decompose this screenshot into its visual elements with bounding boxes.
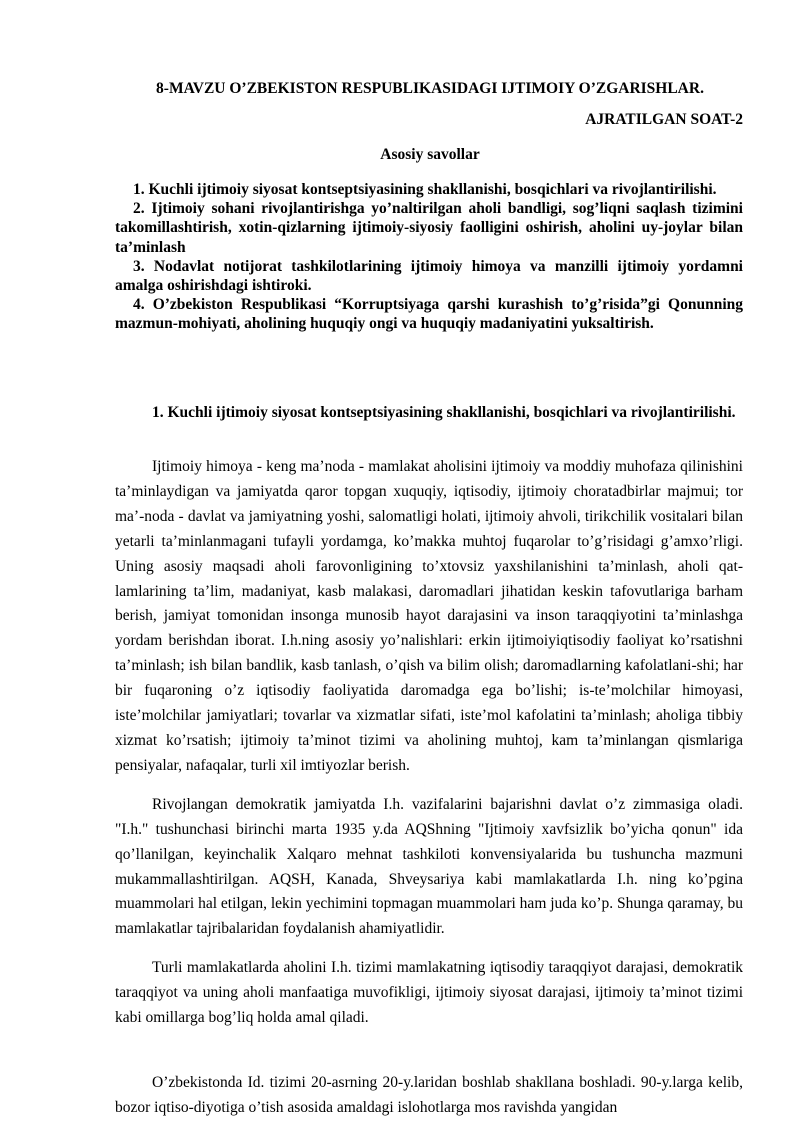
body-paragraph: O’zbekistonda Id. tizimi 20-asrning 20-y.laridan boshlab shakllana boshladi. 90-y.larga kelib, bozor iqtiso-diyotiga o’tish asosida amaldagi islohotlarga mos ravishda yangidan xyxy=(115,1073,743,1116)
allocated-hours: AJRATILGAN SOAT-2 xyxy=(585,111,743,128)
question-item: 4. O’zbekiston Respublikasi “Korruptsiyaga qarshi kurashish to’g’risida”gi Qonunning mazmun-mohiyati, aholining huquqiy ongi va huquqiy madaniyatini yuksaltirish. xyxy=(115,296,743,333)
question-item: 2. Ijtimoiy sohani rivojlantirishga yo’naltirilgan aholi bandligi, sog’liqni saqlash tizimini takomillashtirish, xotin-qizlarning ijtimoiy-siyosiy faolligini oshirish, aholini uy-joylar bilan ta’minlash xyxy=(115,200,743,256)
question-item: 3. Nodavlat notijorat tashkilotlarining ijtimoiy himoya va manzilli ijtimoiy yordamni amalga oshirishdagi ishtiroki. xyxy=(115,257,743,295)
section-heading: 1. Kuchli ijtimoiy siyosat kontseptsiyasining shakllanishi, bosqichlari va rivojlantirilishi. xyxy=(152,404,736,421)
question-item: 1. Kuchli ijtimoiy siyosat kontseptsiyasining shakllanishi, bosqichlari va rivojlantirilishi. xyxy=(133,181,717,198)
body-paragraph: Turli mamlakatlarda aholini I.h. tizimi mamlakatning iqtisodiy taraqqiyot darajasi, demokratik taraqqiyot va uning aholi manfaatiga muvofikligi, ijtimoiy siyosat darajasi, ijtimoiy ta’minot tizimi kabi omillarga bog’liq holda amal qiladi. xyxy=(115,959,743,1027)
main-questions-heading: Asosiy savollar xyxy=(380,146,480,163)
body-text xyxy=(115,455,743,1135)
questions-list xyxy=(115,180,743,334)
body-paragraph: Ijtimoiy himoya - keng ma’noda - mamlakat aholisini ijtimoiy va moddiy muhofaza qilinishini ta’minlaydigan va jamiyatda qaror topgan xuquqiy, iqtisodiy, ijtimoiy choratadbirlar majmui; tor ma’-noda - davlat va jamiyatning yoshi, salomatligi holati, ijtimoiy ahvoli, tirikchilik vositalari bilan yetarli ta’minlanmagani tufayli yordamga, ko’makka muhtoj fuqarolar to’g’risidagi g’amxo’rligi. Uning asosiy maqsadi aholi farovonligining to’xtovsiz yaxshilanishini ta’minlash, aholi qat-lamlarining ta’lim, madaniyat, kasb malakasi, daromadlari jihatidan keskin tafovutlariga barham berish, jamiyat tomonidan insonga munosib hayot darajasini va inson taraqqiyotini ta’minlashga yordam berishdan iborat. I.h.ning asosiy yo’nalishlari: erkin ijtimoiyiqtisodiy faoliyat ko’rsatishni ta’minlash; ish bilan bandlik, kasb tanlash, o’qish va bilim olish; daromadlarning kafolatlani-shi; har bir fuqaroning o’z iqtisodiy faoliyatida daromadga ega bo’lishi; is-te’molchilar himoyasi, iste’molchilar jamiyatlari; tovarlar va xizmatlar sifati, iste’mol kafolatini ta’minlash; aholiga tibbiy xizmat ko’rsatish; ijtimoiy ta’minot tizimi va aholining muhtoj, kam ta’minlangan qismlariga pensiyalar, nafaqalar, turli xil imtiyozlar berish. xyxy=(115,458,743,774)
document-title: 8-MAVZU O’ZBEKISTON RESPUBLIKASIDAGI IJTIMOIY O’ZGARISHLAR. xyxy=(156,80,704,97)
body-paragraph: Rivojlangan demokratik jamiyatda I.h. vazifalarini bajarishni davlat o’z zimmasiga oladi. "I.h." tushunchasi birinchi marta 1935 y.da AQShning "Ijtimoiy xavfsizlik bo’yicha qonun" ida qo’llanilgan, keyinchalik Xalqaro mehnat tashkiloti konvensiyalarida bu tushuncha mazmuni mukammallashtirilgan. AQSH, Kanada, Shveysariya kabi mamlakatlarda I.h. ning ko’pgina muammolari hal etilgan, lekin yechimini topmagan muammolari ham juda ko’p. Shunga qaramay, bu mamlakatlar tajribalaridan foydalanish ahamiyatlidir. xyxy=(115,795,743,938)
